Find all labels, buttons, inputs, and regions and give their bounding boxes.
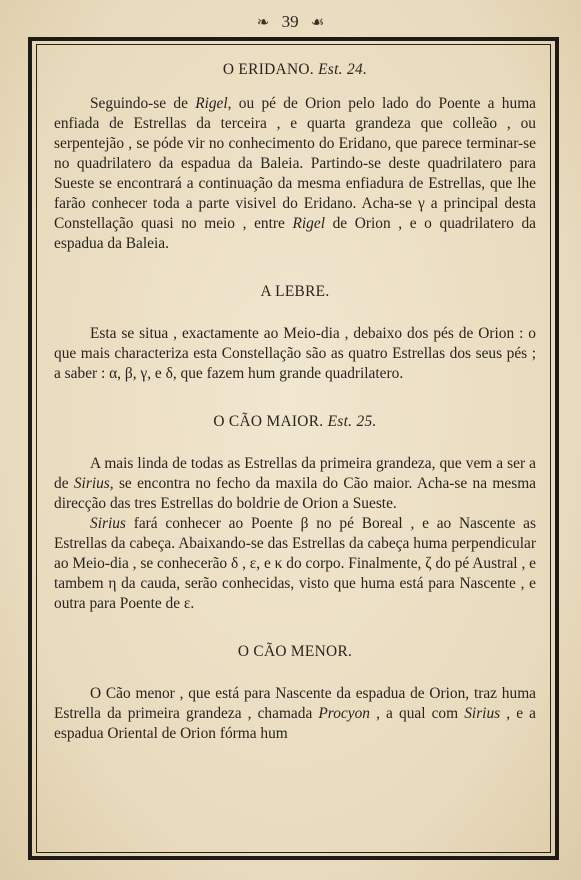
text-run: Esta se situa , exactamente ao Meio-dia , debaixo dos pés de Orion : o que mais characteriza esta Constellação são as quatro Estrellas dos seus pés ; a saber : α, β, γ, e δ, que fazem hum grande quadrilatero. <box>54 325 536 382</box>
section-heading-cao-menor <box>54 642 536 662</box>
text-body <box>54 60 536 744</box>
section-title: O CÃO MENOR. <box>237 643 353 660</box>
text-run: , a qual com <box>369 705 465 722</box>
italic-text: Procyon <box>318 705 370 722</box>
section-heading-lebre <box>54 282 536 302</box>
section-title: O ERIDANO. <box>222 61 314 78</box>
ornament-right-icon: ☙ <box>310 15 325 31</box>
text-run: O Cão menor , que está para Nascente da espadua de Orion, traz huma Estrella da primeira grandeza , chamada <box>54 685 536 722</box>
page-header <box>0 10 581 34</box>
text-run: , e a espadua Oriental de Orion fórma hum <box>54 705 536 742</box>
ornament-left-icon: ❧ <box>256 15 270 31</box>
paragraph <box>54 324 536 384</box>
section-title: O CÃO MAIOR. <box>213 413 324 430</box>
text-run: , se encontra no fecho da maxila do Cão maior. Acha-se na mesma direcção das tres Estrellas do boldrie de Orion a Sueste. <box>54 475 536 512</box>
text-run: Seguindo-se de <box>90 95 196 112</box>
italic-text: Sirius <box>464 705 501 722</box>
page-number: 39 <box>281 12 299 31</box>
italic-text: Rigel <box>292 215 325 232</box>
text-run: fará conhecer ao Poente β no pé Boreal , e ao Nascente as Estrellas da cabeça. Abaixando-se das Estrellas da cabeça huma perpendicular ao Meio-dia , se conhecerão δ , ε, e κ do corpo. Finalmente, ζ do pé Austral , e tambem η da cauda, serão conhecidas, visto que huma está para Nascente , e outra para Poente de ε. <box>54 515 536 612</box>
text-run: de Orion , e o quadrilatero da espadua da Baleia. <box>54 215 536 252</box>
italic-text: Rigel <box>195 95 228 112</box>
paragraph <box>54 94 536 254</box>
italic-text: Sirius <box>90 515 126 532</box>
paragraph <box>54 454 536 514</box>
section-heading-cao-maior <box>54 412 536 432</box>
paragraph <box>54 514 536 614</box>
paragraph <box>54 684 536 744</box>
text-run: A mais linda de todas as Estrellas da primeira grandeza, que vem a ser a de <box>54 455 536 492</box>
plate-reference: Est. 24. <box>318 61 368 78</box>
italic-text: Sirius <box>73 475 110 492</box>
plate-reference: Est. 25. <box>327 413 377 430</box>
text-run: , ou pé de Orion pelo lado do Poente a huma enfiada de Estrellas da terceira , e quarta grandeza que colleão , ou serpentejão , se póde vir no conhecimento do Eridano, que parece terminar-se no quadrilatero da espadua da Baleia. Partindo-se deste quadrilatero para Sueste se encontrará a continuação da mesma enfiadura de Estrellas, que lhe farão conhecer toda a parte visivel do Eridano. Acha-se γ a principal desta Constellação quasi no meio , entre <box>54 95 536 232</box>
section-title: A LEBRE. <box>260 283 330 300</box>
section-heading-eridano <box>54 60 536 80</box>
